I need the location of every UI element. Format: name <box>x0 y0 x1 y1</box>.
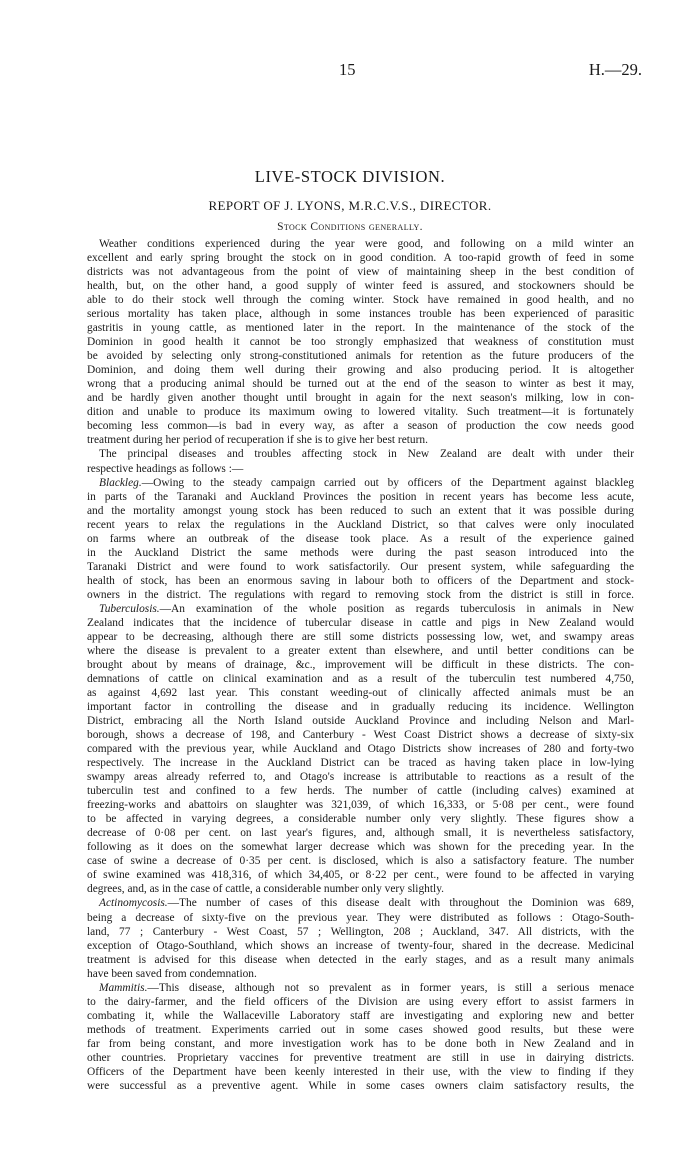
body-line <box>87 574 634 588</box>
body-line-text: appear to be decreasing, although there are still some districts possessing low, wet, and swampy areas <box>87 630 634 643</box>
body-line <box>87 560 634 574</box>
body-line-text: wrong that a producing animal should be turned out at the end of the season to winter as best it may, <box>87 378 634 391</box>
body-line-text: swampy areas already referred to, and Otago's increase is attributable to reactions as a result of the <box>87 771 634 784</box>
body-line <box>87 644 634 658</box>
body-line-text: important factor in controlling the disease and in gradually reducing its incidence. Wellington <box>87 701 634 714</box>
body-line <box>87 391 634 405</box>
body-line <box>87 447 634 461</box>
body-line-text: excellent and early spring brought the stock on in good condition. A too-rapid growth of feed in some <box>87 252 634 265</box>
body-line-text: to the dairy-farmer, and the field officers of the Division are using every effort to assist farmers in <box>87 995 634 1008</box>
body-line-text: Taranaki District and were found to work satisfactorily. Our present system, while safeguarding the <box>87 560 634 573</box>
body-line-text: dition and unable to produce its maximum owing to lowered vitality. Such treatment—it is fortunately <box>87 406 634 419</box>
body-line <box>87 490 634 504</box>
body-line-text: on farms where an outbreak of the disease took place. As a result of the experience gained <box>87 532 634 545</box>
body-line-text: —Owing to the steady campaign carried out by officers of the Department against blackleg <box>141 476 634 489</box>
body-line-text: respective headings as follows :— <box>87 462 244 475</box>
body-line <box>87 995 634 1009</box>
body-line <box>87 953 634 967</box>
body-line <box>87 265 634 279</box>
body-line <box>87 826 634 840</box>
subsection-heading: Actinomycosis. <box>99 897 168 910</box>
body-line-text: —The number of cases of this disease dealt with throughout the Dominion was 689, <box>167 897 634 910</box>
body-line-text: brought about by means of drainage, &c., improvement will be difficult in these districts. The con- <box>87 658 634 671</box>
body-line <box>87 1023 634 1037</box>
body-line <box>87 1051 634 1065</box>
body-line <box>87 602 634 616</box>
body-line <box>87 335 634 349</box>
section-heading: Stock Conditions generally. <box>277 221 423 233</box>
division-title: LIVE-STOCK DIVISION. <box>254 167 446 186</box>
body-line <box>87 321 634 335</box>
body-line-text: Weather conditions experienced during the year were good, and following on a mild winter an <box>99 238 634 250</box>
body-line-text: tuberculin test and confined to a few herds. The number of cattle (including calves) examined at <box>87 785 634 798</box>
body-line-text: —This disease, although not so prevalent as in former years, is still a serious menace <box>147 981 634 994</box>
body-line-text: decrease of 0·08 per cent. on last year's figures, and, although small, it is nevertheless satisfactory, <box>87 827 634 840</box>
body-line <box>87 939 634 953</box>
body-line <box>87 504 634 518</box>
body-line <box>87 756 634 770</box>
body-line-text: far from being constant, and more investigation work has to be done both in New Zealand and in <box>87 1037 634 1050</box>
body-line <box>87 279 634 293</box>
body-line <box>87 616 634 630</box>
body-line <box>87 728 634 742</box>
body-line <box>87 293 634 307</box>
body-line-text: Zealand indicates that the incidence of tubercular disease in cattle and pigs in New Zealand would <box>87 616 634 629</box>
body-line <box>87 1009 634 1023</box>
report-title: REPORT OF J. LYONS, M.R.C.V.S., DIRECTOR. <box>208 198 492 213</box>
body-line-text: treatment during her period of recuperation if she is to give her best return. <box>87 434 428 447</box>
body-line-text: recent years to relax the regulations in the Auckland District, so that calves were only inoculated <box>87 518 634 531</box>
body-line <box>87 896 634 910</box>
body-line <box>87 307 634 321</box>
body-line-text: other countries. Proprietary vaccines for preventive treatment are still in use in dairying districts. <box>87 1051 634 1064</box>
body-line <box>87 405 634 419</box>
body-line-text: land, 77 ; Canterbury - West Coast, 57 ; Wellington, 208 ; Auckland, 347. All districts, with the <box>87 925 634 938</box>
body-line <box>87 462 634 476</box>
body-line <box>87 981 634 995</box>
body-line <box>87 1065 634 1079</box>
page-number: 15 <box>339 60 356 79</box>
body-line-text: case of swine a decrease of 0·35 per cent. is disclosed, which is also a satisfactory feature. The number <box>87 855 634 868</box>
body-line-text: as against 4,692 last year. This constant weeding-out of clinically affected animals must be an <box>87 687 634 699</box>
body-line <box>87 532 634 546</box>
body-line <box>87 840 634 854</box>
subsection-heading: Tuberculosis. <box>99 602 160 615</box>
body-line-text: —An examination of the whole position as regards tuberculosis in animals in New <box>159 602 634 615</box>
body-line-text: degrees, and, as in the case of cattle, a considerable number only very slightly. <box>87 883 444 896</box>
body-line-text: being a decrease of sixty-five on the previous year. They were distributed as follows : Otago-South- <box>87 911 634 924</box>
page-header <box>0 60 700 82</box>
body-line <box>87 1037 634 1051</box>
body-line-text: exception of Otago-Southland, which shows an increase of twenty-four, shared in the decrease. Medicinal <box>87 939 634 952</box>
body-line-text: be avoided by selecting only strong-constitutioned animals for retention as the future producers of the <box>87 350 634 363</box>
body-line <box>87 672 634 686</box>
body-line-text: serious mortality has taken place, although in some instances trouble has been experienced of parasitic <box>87 308 634 321</box>
body-line-text: treatment is advised for this disease when detected in the early stages, and as a result many animals <box>87 953 634 966</box>
body-line <box>87 433 634 447</box>
body-line-text: freezing-works and abattoirs on slaughter was 321,039, of which 16,333, or 5·08 per cent., were found <box>87 799 634 812</box>
body-line <box>87 476 634 490</box>
body-line <box>87 1079 634 1093</box>
body-line-text: districts was not advantageous from the point of view of maintaining sheep in the best condition of <box>87 266 634 279</box>
body-line-text: compared with the previous year, while Auckland and Otago Districts show increases of 280 and forty-two <box>87 743 634 756</box>
body-line-text: respectively. The increase in the Auckland District can be traced as having taken place in low-lying <box>87 757 634 770</box>
body-line-text: health, but, on the other hand, a good supply of winter feed is assured, and stockowners should be <box>87 280 634 293</box>
body-line-text: health of stock, has been an enormous saving in labour both to officers of the Department and stock- <box>87 574 634 587</box>
body-line-text: becoming less common—is bad in every way, as after a season of production the cow needs good <box>87 420 634 433</box>
body-line <box>87 349 634 363</box>
body-line <box>87 588 634 602</box>
body-line <box>87 882 634 896</box>
body-line <box>87 546 634 560</box>
body-line <box>87 812 634 826</box>
body-line-text: District, embracing all the North Island outside Auckland Province and including Nelson and Marl- <box>87 715 634 728</box>
body-line <box>87 854 634 868</box>
subsection-heading: Blackleg. <box>99 476 142 489</box>
body-line-text: and the mortality amongst young stock has been reduced to such an extent that it was possible during <box>87 504 634 517</box>
body-line <box>87 868 634 882</box>
body-line <box>87 251 634 265</box>
body-line-text: The principal diseases and troubles affecting stock in New Zealand are dealt with under their <box>99 448 634 461</box>
body-line-text: combating it, while the Wallaceville Laboratory staff are investigating and exploring new and better <box>87 1009 634 1022</box>
body-line-text: and be hardly given another thought until brought in again for the next season's milking, low in con- <box>87 392 634 405</box>
body-line <box>87 518 634 532</box>
body-line-text: Dominion, and doing them well during their growing and also producing period. It is altogether <box>87 364 634 377</box>
report-body <box>87 237 634 1093</box>
body-line <box>87 700 634 714</box>
body-line-text: following as it does on the somewhat larger decrease which was shown for the preceding year. In the <box>87 841 634 854</box>
body-line-text: have been saved from condemnation. <box>87 967 257 980</box>
body-line-text: in parts of the Taranaki and Auckland Provinces the position in recent years has become less acute, <box>87 490 634 503</box>
body-line <box>87 925 634 939</box>
body-line <box>87 714 634 728</box>
body-line-text: to be affected in varying degrees, a considerable number only very slightly. These figures show a <box>87 813 634 826</box>
body-line-text: were successful as a preventive agent. While in some cases owners claim satisfactory results, the <box>87 1079 634 1092</box>
body-line-text: of swine examined was 418,316, of which 34,405, or 8·22 per cent., were found to be affected in varying <box>87 869 634 882</box>
body-line-text: in the Auckland District the same methods were during the past season introduced into the <box>87 546 634 559</box>
body-line <box>87 911 634 925</box>
body-line-text: borough, shows a decrease of 198, and Canterbury - West Coast District shows a decrease of sixty-six <box>87 729 634 742</box>
body-line <box>87 686 634 700</box>
body-line-text: demnations of cattle on clinical examination and as a result of the tuberculin test numbered 4,750, <box>87 672 634 685</box>
body-line-text: where the disease is prevalent to a greater extent than elsewhere, and until better conditions can be <box>87 644 634 657</box>
body-line <box>87 967 634 981</box>
body-line <box>87 377 634 391</box>
body-line-text: owners in the district. The regulations with regard to removing stock from the district is still in force. <box>87 588 634 601</box>
body-line <box>87 419 634 433</box>
body-line-text: methods of treatment. Experiments carried out in some cases showed good results, but these were <box>87 1023 634 1036</box>
body-line <box>87 798 634 812</box>
body-line-text: gastritis in young cattle, as mentioned later in the report. In the maintenance of the stock of the <box>87 322 634 335</box>
body-line-text: Dominion in good health it cannot be too strongly emphasized that weakness of constitution must <box>87 336 634 349</box>
body-line <box>87 742 634 756</box>
body-line <box>87 237 634 251</box>
body-line <box>87 630 634 644</box>
body-line <box>87 770 634 784</box>
subsection-heading: Mammitis. <box>99 981 148 994</box>
body-line-text: Officers of the Department have been keenly interested in their use, with the view to finding if they <box>87 1065 634 1078</box>
document-reference: H.—29. <box>588 60 642 79</box>
body-line <box>87 658 634 672</box>
body-line-text: able to do their stock well through the coming winter. Stock have remained in good health, and no <box>87 294 634 307</box>
body-line <box>87 363 634 377</box>
body-line <box>87 784 634 798</box>
